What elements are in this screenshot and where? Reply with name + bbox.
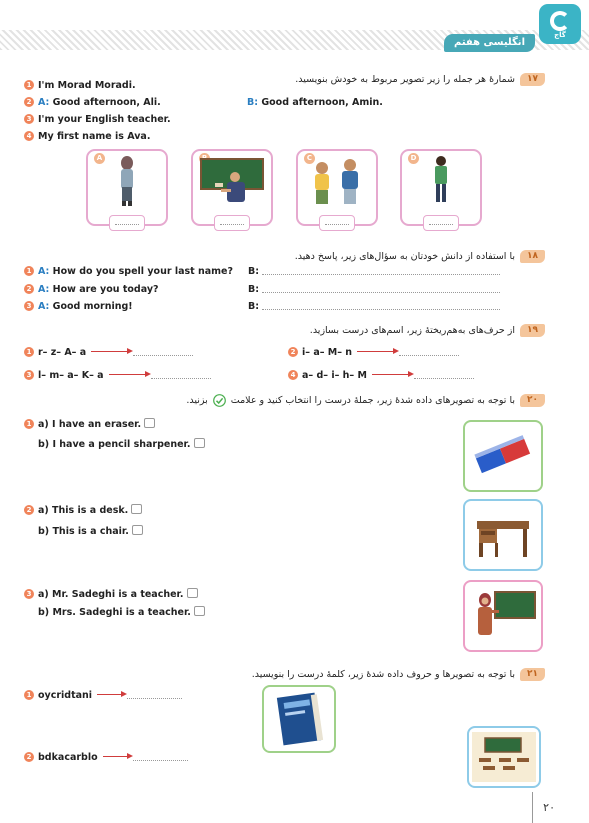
logo-text: گاج	[554, 31, 566, 39]
teacher-board-icon	[193, 153, 271, 209]
answer-line[interactable]	[262, 274, 500, 275]
picture-card-a	[86, 149, 168, 226]
publisher-logo	[539, 4, 581, 44]
arrow-icon	[109, 374, 149, 375]
option-a: a) This is a desk.	[38, 505, 129, 516]
q17-line-1	[24, 80, 136, 91]
q18-header	[295, 249, 545, 263]
question-number: ۱۹	[520, 324, 545, 337]
answer-box[interactable]	[319, 215, 355, 231]
answer-line[interactable]	[399, 355, 459, 356]
q20-group-2-a	[24, 504, 142, 516]
item-number: 4	[288, 370, 298, 380]
female-teacher-icon	[465, 582, 541, 650]
question-instruction: با استفاده از دانش خودتان به سؤال‌های زیر، پاسخ دهید.	[294, 250, 515, 262]
speaker-a-label: A:	[38, 284, 50, 295]
answer-box[interactable]	[423, 215, 459, 231]
speaker-a-label: A:	[38, 97, 50, 108]
option-b: b) I have a pencil sharpener.	[38, 439, 191, 450]
item-number: 4	[24, 131, 34, 141]
girl-figure-icon	[88, 153, 166, 209]
item-number: 1	[24, 80, 34, 90]
q20-header	[186, 393, 545, 407]
answer-line[interactable]	[151, 378, 211, 379]
question-instruction: از حرف‌های به‌هم‌ریختهٔ زیر، اسم‌های درست بسازید.	[309, 324, 515, 336]
speaker-b-label: B:	[248, 301, 260, 312]
q21-item-2	[24, 752, 188, 763]
sentence: I'm Morad Moradi.	[38, 80, 136, 91]
q17-line-2	[24, 97, 161, 108]
question-instruction: شمارهٔ هر جمله را زیر تصویر مربوط به خودش بنویسید.	[295, 73, 515, 85]
blackboard-icon	[469, 728, 539, 786]
eraser-picture	[463, 420, 543, 492]
answer-line[interactable]	[262, 292, 500, 293]
q19-item-1	[24, 347, 193, 358]
item-number: 1	[24, 690, 34, 700]
arrow-icon	[91, 351, 131, 352]
checkmark-icon	[213, 394, 226, 407]
scrambled-word: r– z– A– a	[38, 347, 87, 358]
option-b: b) Mrs. Sadeghi is a teacher.	[38, 607, 191, 618]
sentence: I'm your English teacher.	[38, 114, 171, 125]
question-number: ۲۰	[520, 394, 545, 407]
desk-picture	[463, 499, 543, 571]
arrow-icon	[357, 351, 397, 352]
speaker-a-text: Good afternoon, Ali.	[52, 97, 161, 108]
answer-box[interactable]	[214, 215, 250, 231]
footer-divider	[532, 792, 533, 823]
speaker-b-text: Good afternoon, Amin.	[261, 97, 383, 108]
answer-line[interactable]	[262, 309, 500, 310]
question-number: ۲۱	[520, 668, 545, 681]
question-instruction: با توجه به تصویرهای داده شدهٔ زیر، جملهٔ درست را انتخاب کنید و علامت	[230, 394, 515, 406]
speaker-a-label: A:	[38, 266, 50, 277]
picture-card-c	[296, 149, 378, 226]
speaker-b-label: B:	[247, 97, 259, 108]
q18-line-2	[24, 284, 159, 295]
q20-group-3-b	[38, 606, 205, 618]
option-checkbox[interactable]	[187, 588, 198, 598]
arrow-icon	[103, 756, 131, 757]
classroom-board-picture	[467, 726, 541, 788]
picture-card-b	[191, 149, 273, 226]
item-number: 3	[24, 589, 34, 599]
answer-box[interactable]	[109, 215, 145, 231]
answer-line[interactable]	[414, 378, 474, 379]
answer-line[interactable]	[133, 760, 188, 761]
picture-card-d	[400, 149, 482, 226]
q18-answer-1	[248, 266, 500, 277]
speaker-b-label: B:	[248, 266, 260, 277]
q19-header	[310, 323, 545, 337]
eraser-icon	[465, 422, 541, 490]
item-number: 3	[24, 114, 34, 124]
option-checkbox[interactable]	[131, 504, 142, 514]
q18-line-3	[24, 301, 133, 312]
arrow-icon	[97, 694, 125, 695]
q17-line-2-b	[247, 97, 383, 108]
option-checkbox[interactable]	[144, 418, 155, 428]
option-checkbox[interactable]	[194, 606, 205, 616]
q21-header	[252, 667, 545, 681]
boy-figure-icon	[402, 153, 480, 209]
q21-item-1	[24, 690, 182, 701]
option-a: a) I have an eraser.	[38, 419, 142, 430]
female-teacher-picture	[463, 580, 543, 652]
logo-icon	[550, 11, 570, 31]
q17-header	[295, 72, 545, 86]
q18-answer-2	[248, 284, 500, 295]
speaker-a-label: A:	[38, 301, 50, 312]
sentence: My first name is Ava.	[38, 131, 151, 142]
q19-item-4	[288, 370, 474, 381]
option-checkbox[interactable]	[194, 438, 205, 448]
answer-line[interactable]	[127, 698, 182, 699]
q17-line-3	[24, 114, 171, 125]
option-a: a) Mr. Sadeghi is a teacher.	[38, 589, 184, 600]
item-number: 1	[24, 347, 34, 357]
scrambled-word: bdkacarblo	[38, 752, 98, 763]
q18-line-1	[24, 266, 233, 277]
option-b: b) This is a chair.	[38, 526, 129, 537]
question-number: ۱۷	[520, 73, 545, 86]
item-number: 3	[24, 301, 34, 311]
book-title: انگلیسی هفتم	[444, 34, 535, 52]
dictionary-icon	[264, 687, 334, 751]
question-number: ۱۸	[520, 250, 545, 263]
item-number: 2	[24, 505, 34, 515]
item-number: 2	[24, 97, 34, 107]
question-instruction: با توجه به تصویرها و حروف داده شدهٔ زیر، کلمهٔ درست را بنویسید.	[251, 668, 515, 680]
item-number: 2	[24, 752, 34, 762]
answer-line[interactable]	[133, 355, 193, 356]
option-checkbox[interactable]	[132, 525, 143, 535]
item-number: 2	[24, 284, 34, 294]
two-boys-icon	[298, 153, 376, 209]
question-text: How are you today?	[52, 284, 159, 295]
card-label: C	[304, 153, 315, 164]
q20-group-1-b	[38, 438, 205, 450]
scrambled-word: a– d– i– h– M	[302, 370, 367, 381]
q17-line-4	[24, 131, 150, 142]
q18-answer-3	[248, 301, 500, 312]
question-instruction-end: بزنید.	[186, 394, 208, 406]
dictionary-picture	[262, 685, 336, 753]
speaker-b-label: B:	[248, 284, 260, 295]
q20-group-1-a	[24, 418, 155, 430]
question-text: How do you spell your last name?	[52, 266, 234, 277]
item-number: 2	[288, 347, 298, 357]
q20-group-2-b	[38, 525, 143, 537]
q19-item-2	[288, 347, 459, 358]
item-number: 3	[24, 370, 34, 380]
page-number: ۲۰	[543, 801, 555, 814]
card-label: D	[408, 153, 419, 164]
scrambled-word: l– m– a– K– a	[38, 370, 104, 381]
item-number: 1	[24, 266, 34, 276]
item-number: 1	[24, 419, 34, 429]
desk-icon	[465, 501, 541, 569]
q19-item-3	[24, 370, 211, 381]
card-label: A	[94, 153, 105, 164]
q20-group-3-a	[24, 588, 198, 600]
scrambled-word: i– a– M– n	[302, 347, 353, 358]
scrambled-word: oycridtani	[38, 690, 93, 701]
arrow-icon	[372, 374, 412, 375]
question-text: Good morning!	[52, 301, 133, 312]
